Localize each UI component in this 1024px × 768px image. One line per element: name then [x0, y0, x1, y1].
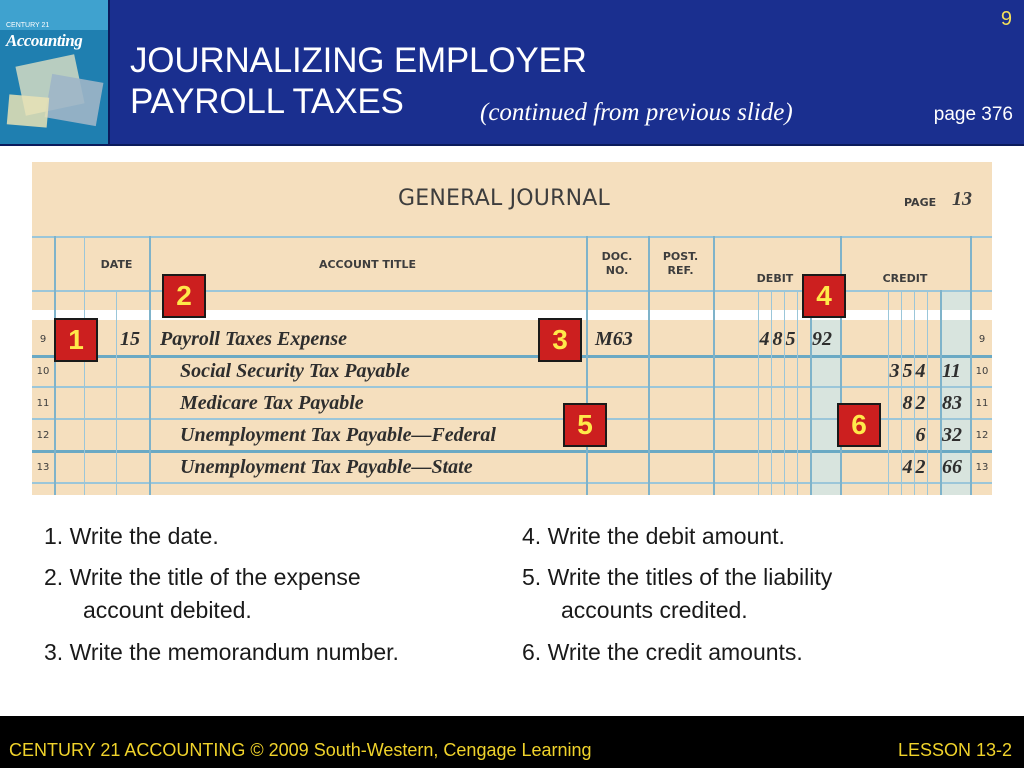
col-doc-no: DOC. NO.	[601, 250, 633, 277]
step-6: 6. Write the credit amounts.	[522, 639, 803, 665]
line-number-9-right: 9	[978, 334, 986, 345]
cover-series-label: CENTURY 21	[6, 22, 50, 29]
line-number-11: 11	[36, 398, 50, 409]
col-debit: DEBIT	[756, 272, 794, 285]
line-number-11-right: 11	[975, 398, 989, 409]
step-5-continued: accounts credited.	[561, 597, 748, 623]
step-5: 5. Write the titles of the liability	[522, 564, 833, 590]
row-9-rule	[32, 355, 992, 358]
credit-digit: 2	[915, 456, 926, 478]
header-top-rule	[32, 236, 992, 238]
line-number-13: 13	[36, 462, 50, 473]
step-3: 3. Write the memorandum number.	[44, 639, 399, 665]
credit-digit: 8	[902, 392, 913, 414]
entry-account-title: Medicare Tax Payable	[180, 392, 364, 414]
entry-date-day: 15	[120, 328, 140, 350]
slide-subtitle: (continued from previous slide)	[480, 99, 793, 126]
slide-title-line-1: JOURNALIZING EMPLOYER	[130, 41, 587, 80]
col-credit: CREDIT	[882, 272, 928, 285]
step-1: 1. Write the date.	[44, 523, 219, 549]
callout-5: 5	[563, 403, 607, 447]
credit-digit: 4	[915, 360, 926, 382]
slide-footer	[0, 716, 1024, 768]
line-number-12: 12	[36, 430, 50, 441]
line-number-13-right: 13	[975, 462, 989, 473]
line-number-10: 10	[36, 366, 50, 377]
footer-lesson: LESSON 13-2	[897, 740, 1012, 760]
journal-page-number: 13	[952, 188, 972, 210]
journal-page-label: PAGE	[904, 196, 937, 209]
entry-doc-number: M63	[595, 328, 633, 350]
row-10-rule	[32, 386, 992, 388]
debit-digit: 5	[785, 328, 796, 350]
col-date: DATE	[100, 258, 133, 271]
col-post-ref: POST. REF.	[662, 250, 699, 277]
page-reference: page 376	[933, 104, 1013, 125]
entry-account-title: Social Security Tax Payable	[180, 360, 410, 382]
entry-account-title: Payroll Taxes Expense	[160, 328, 348, 350]
credit-digit: 2	[915, 392, 926, 414]
journal-title: GENERAL JOURNAL	[398, 186, 610, 211]
debit-cents-shade	[810, 290, 840, 495]
credit-cents: 66	[942, 456, 962, 478]
credit-digit: 4	[902, 456, 913, 478]
slide-title-line-2: PAYROLL TAXES	[130, 82, 404, 121]
textbook-cover-image	[0, 0, 110, 146]
credit-cents: 11	[942, 360, 961, 382]
line-number-10-right: 10	[975, 366, 989, 377]
step-2-continued: account debited.	[83, 597, 252, 623]
header-divider	[0, 144, 1024, 146]
credit-cents: 32	[942, 424, 962, 446]
row-12-rule	[32, 450, 992, 453]
callout-3: 3	[538, 318, 582, 362]
credit-cents: 83	[942, 392, 962, 414]
credit-digit: 6	[915, 424, 926, 446]
col-account-title: ACCOUNT TITLE	[318, 258, 417, 271]
line-number-12-right: 12	[975, 430, 989, 441]
callout-1: 1	[54, 318, 98, 362]
credit-digit: 3	[889, 360, 900, 382]
slide-header	[0, 0, 1024, 146]
footer-copyright: CENTURY 21 ACCOUNTING © 2009 South-Western, Cengage Learning	[9, 740, 592, 760]
debit-digit: 8	[772, 328, 783, 350]
line-number-9: 9	[39, 334, 47, 345]
callout-6: 6	[837, 403, 881, 447]
debit-cents: 92	[812, 328, 832, 350]
step-2: 2. Write the title of the expense	[44, 564, 361, 590]
callout-2: 2	[162, 274, 206, 318]
callout-4: 4	[802, 274, 846, 318]
debit-digit: 4	[759, 328, 770, 350]
entry-account-title: Unemployment Tax Payable—State	[180, 456, 473, 478]
cover-brand-label: Accounting	[6, 31, 83, 50]
slide-number: 9	[1000, 8, 1012, 30]
credit-digit: 5	[902, 360, 913, 382]
entry-account-title: Unemployment Tax Payable—Federal	[180, 424, 496, 446]
step-4: 4. Write the debit amount.	[522, 523, 785, 549]
row-13-rule	[32, 482, 992, 484]
